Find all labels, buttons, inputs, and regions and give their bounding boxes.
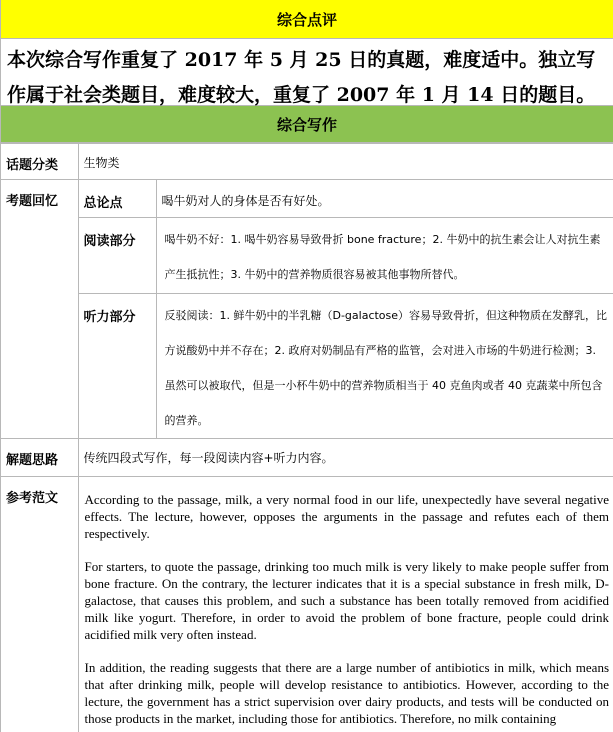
sample-label: 参考范文 xyxy=(1,477,78,732)
reading-text: 喝牛奶不好：1. 喝牛奶容易导致骨折 bone fracture；2. 牛奶中的抗生素会让人对抗生素产生抵抗性；3. 牛奶中的营养物质很容易被其他事物所替代。 xyxy=(156,218,613,294)
review-banner xyxy=(1,0,613,39)
listening-text: 反驳阅读：1. 鲜牛奶中的半乳糖（D-galactose）容易导致骨折，但这种物质在发酵乳，比方说酸奶中并不存在；2. 政府对奶制品有严格的监管，会对进入市场的牛奶进行检测；3. 虽然可以被取代，但是一小杯牛奶中的营养物质相当于 40 克鱼肉或者 40 克蔬菜中所包含的营养。 xyxy=(156,294,613,439)
sample-row xyxy=(1,477,613,732)
main-point-label: 总论点 xyxy=(78,180,156,218)
main-point-text: 喝牛奶对人的身体是否有好处。 xyxy=(156,180,613,218)
recall-main-row xyxy=(1,180,613,218)
review-summary: 本次综合写作重复了 2017 年 5 月 25 日的真题，难度适中。独立写作属于社会类题目，难度较大，重复了 2007 年 1 月 14 日的题目。 xyxy=(1,39,613,106)
section-title: 综合写作 xyxy=(276,115,337,134)
topic-value: 生物类 xyxy=(78,144,613,180)
approach-row xyxy=(1,439,613,477)
essay-paragraph: According to the passage, milk, a very normal food in our life, unexpectedly have several negative effects. The lecture, however, opposes the arguments in the passage and refutes each of them respectively. xyxy=(84,492,609,541)
listening-label: 听力部分 xyxy=(78,294,156,439)
sample-essay xyxy=(78,477,613,732)
info-table xyxy=(1,143,613,732)
reading-row xyxy=(1,218,613,294)
topic-row xyxy=(1,144,613,180)
topic-label: 话题分类 xyxy=(1,144,78,180)
listening-row xyxy=(1,294,613,439)
approach-label: 解题思路 xyxy=(1,439,78,477)
recall-label: 考题回忆 xyxy=(1,180,78,439)
essay-paragraph: For starters, to quote the passage, drinking too much milk is very likely to make people suffer from bone fracture. On the contrary, the lecturer indicates that it is a special substance in fresh milk, D-galactose, that causes this problem, and such a substance has been totally removed from acidified milk like yogurt. Therefore, in order to avoid the problem of bone fracture, people could drink acidified milk very often instead. xyxy=(84,559,609,642)
essay-paragraph: In addition, the reading suggests that there are a large number of antibiotics in milk, which means that after drinking milk, people will develop resistance to antibiotics. However, according to the lecture, the government has a strict supervision over dairy products, and tests will be conducted on those products in the market, including those for antibiotics. Therefore, no milk containing xyxy=(84,660,609,726)
review-title: 综合点评 xyxy=(276,10,337,29)
reading-label: 阅读部分 xyxy=(78,218,156,294)
approach-value: 传统四段式写作，每一段阅读内容+听力内容。 xyxy=(78,439,613,477)
